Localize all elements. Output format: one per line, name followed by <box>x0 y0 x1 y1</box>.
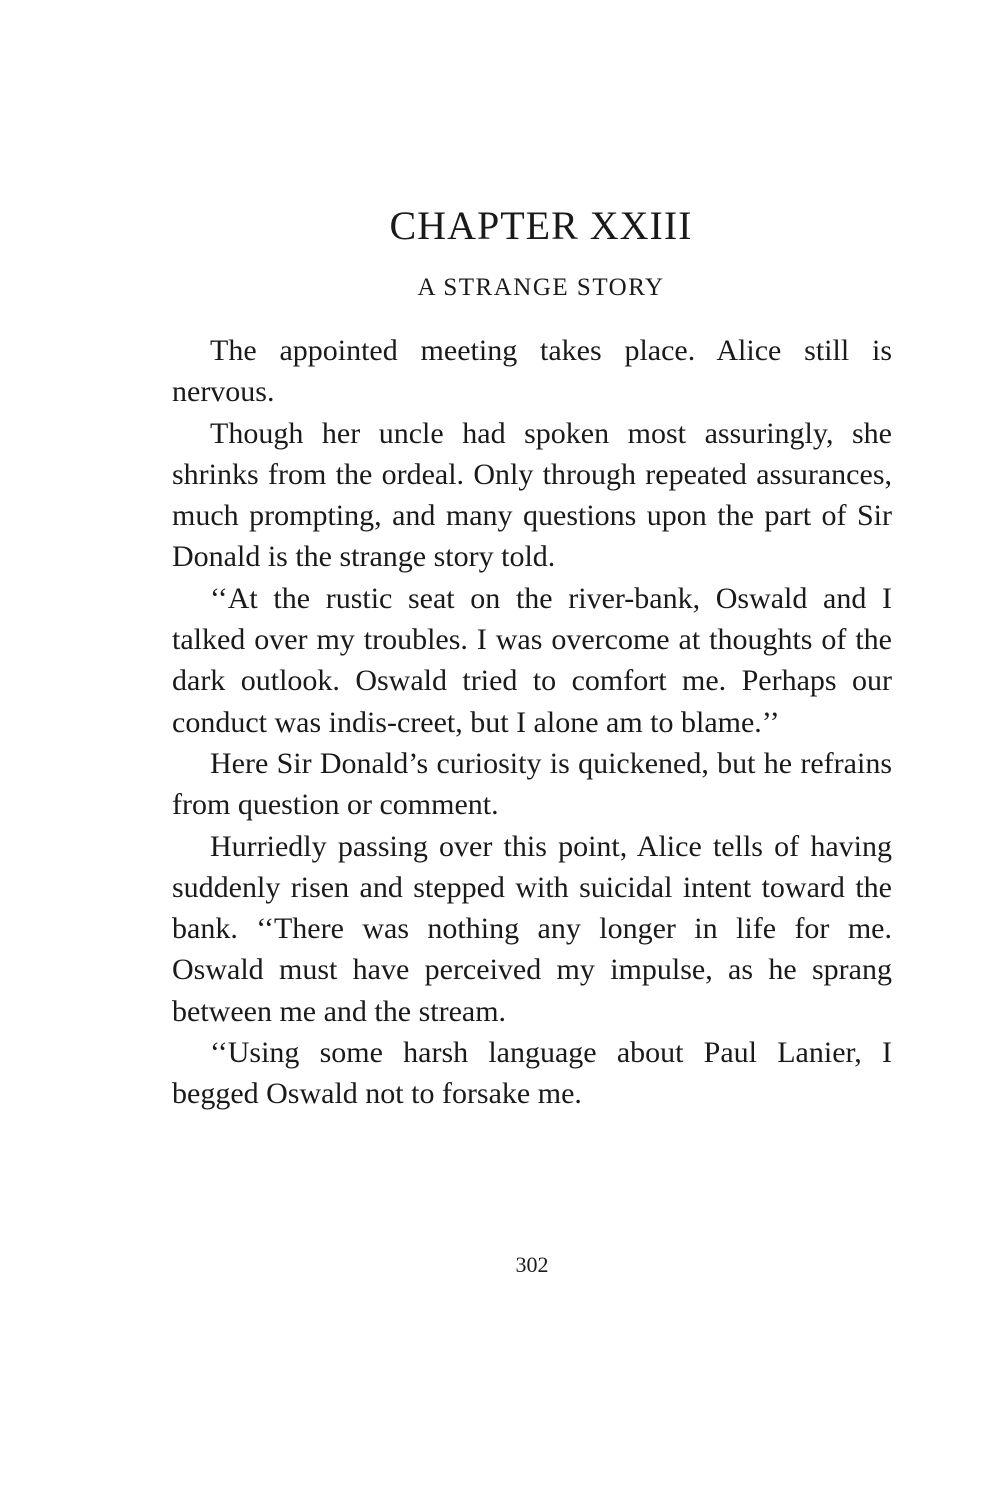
paragraph: ‘‘At the rustic seat on the river-bank, Oswald and I talked over my troubles. I was overcome at thoughts of the dark outlook. Oswald tried to comfort me. Perhaps our conduct was indis-creet, but I alone am to blame.’’ <box>172 581 892 739</box>
paragraph: Hurriedly passing over this point, Alice tells of having suddenly risen and stepped with suicidal intent toward the bank. ‘‘There was nothing any longer in life for me. Oswald must have perceived my impulse, as he sprang between me and the stream. <box>172 829 892 1028</box>
paragraph: Here Sir Donald’s curiosity is quickened, but he refrains from question or comment. <box>172 746 892 822</box>
paragraph: The appointed meeting takes place. Alice still is nervous. <box>172 334 892 409</box>
paragraph: Though her uncle had spoken most assuringly, she shrinks from the ordeal. Only through repeated assurances, much prompting, and many questions upon the part of Sir Donald is the strange story told. <box>172 416 892 574</box>
page-number: 302 <box>515 1252 549 1277</box>
paragraph: ‘‘Using some harsh language about Paul Lanier, I begged Oswald not to forsake me. <box>172 1036 892 1111</box>
body-text <box>172 330 892 1115</box>
chapter-subtitle: A STRANGE STORY <box>417 274 665 301</box>
chapter-title: CHAPTER XXIII <box>389 203 693 248</box>
